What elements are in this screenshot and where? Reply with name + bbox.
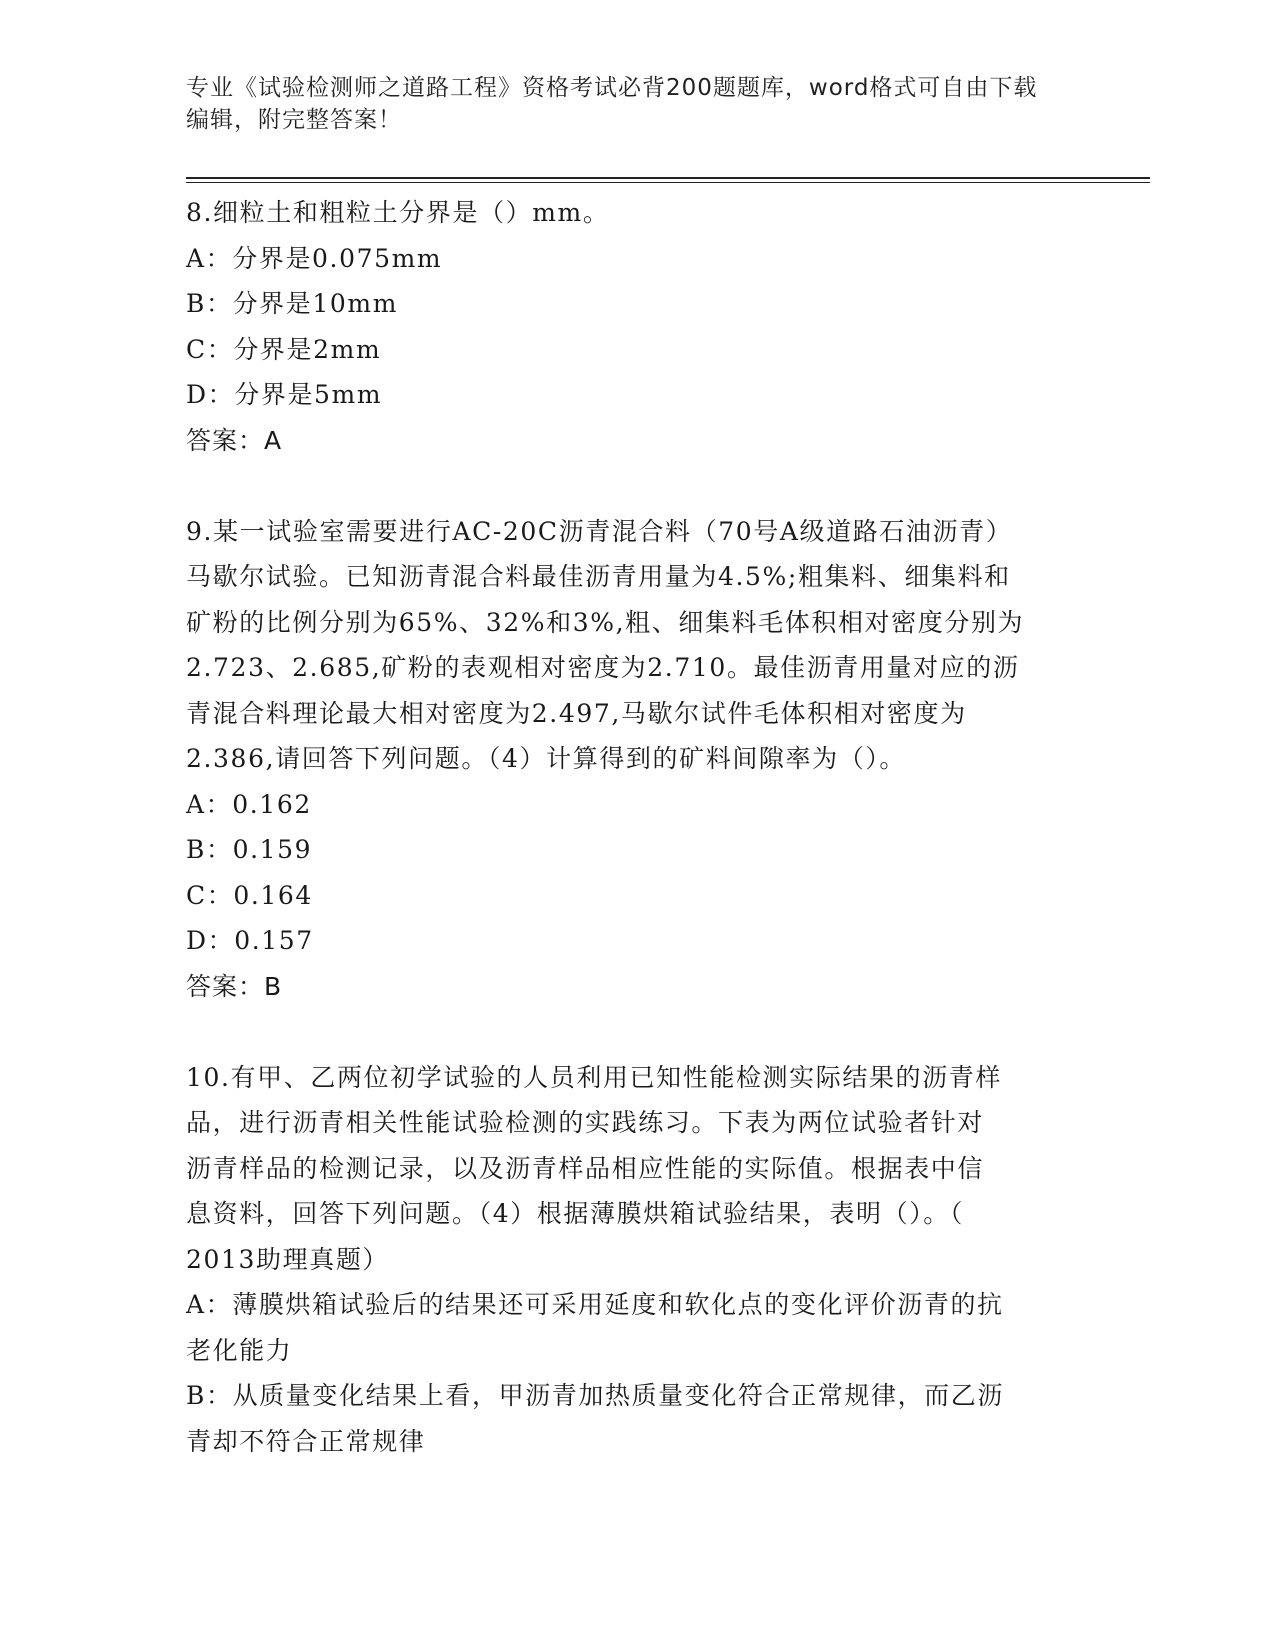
- question-stem-line: 马歇尔试验。已知沥青混合料最佳沥青用量为4.5%;粗集料、细集料和: [186, 562, 1011, 591]
- question-stem-line: 息资料，回答下列问题。（4）根据薄膜烘箱试验结果，表明（）。（: [186, 1199, 965, 1228]
- question-stem-line: 矿粉的比例分别为65%、32%和3%,粗、细集料毛体积相对密度分别为: [186, 607, 1025, 637]
- question-10: [186, 1055, 1086, 1465]
- question-spacer: [186, 1009, 1086, 1055]
- question-stem-line: 沥青样品的检测记录，以及沥青样品相应性能的实际值。根据表中信: [186, 1153, 985, 1183]
- question-stem-line: 8.细粒土和粗粒土分界是（）mm。: [186, 198, 610, 227]
- option-c: C：0.164: [186, 880, 313, 910]
- question-8: [186, 190, 1086, 463]
- header-divider-thick: [186, 177, 1150, 179]
- document-header: [186, 72, 1086, 136]
- option-d: D：0.157: [186, 926, 314, 955]
- header-divider-thin: [186, 182, 1150, 183]
- question-stem-line: 2.386,请回答下列问题。（4）计算得到的矿料间隙率为（）。: [186, 744, 907, 773]
- option-d: D：分界是5mm: [186, 380, 383, 409]
- option-b: B：从质量变化结果上看，甲沥青加热质量变化符合正常规律，而乙沥: [186, 1381, 1004, 1410]
- option-b-continued: 青却不符合正常规律: [186, 1426, 426, 1456]
- option-b: B：分界是10mm: [186, 289, 398, 318]
- option-b: B：0.159: [186, 835, 313, 864]
- question-stem-line: 9.某一试验室需要进行AC-20C沥青混合料（70号A级道路石油沥青）: [186, 516, 1013, 546]
- question-stem-line: 2.723、2.685,矿粉的表观相对密度为2.710。最佳沥青用量对应的沥: [186, 653, 1020, 682]
- option-a: A：薄膜烘箱试验后的结果还可采用延度和软化点的变化评价沥青的抗: [186, 1290, 1004, 1319]
- answer-label: 答案：A: [186, 425, 283, 455]
- option-c: C：分界是2mm: [186, 334, 382, 364]
- header-line-2: 编辑，附完整答案！: [186, 107, 402, 133]
- option-a: A：分界是0.075mm: [186, 243, 443, 273]
- question-list: [186, 190, 1086, 1464]
- option-a: A：0.162: [186, 789, 312, 819]
- option-a-continued: 老化能力: [186, 1335, 293, 1365]
- header-line-1: 专业《试验检测师之道路工程》资格考试必背200题题库，word格式可自由下载: [186, 75, 1038, 101]
- question-stem-line: 2013助理真题）: [186, 1244, 390, 1274]
- answer-label: 答案：B: [186, 971, 283, 1001]
- question-spacer: [186, 463, 1086, 509]
- question-9: [186, 509, 1086, 1010]
- question-stem-line: 青混合料理论最大相对密度为2.497,马歇尔试件毛体积相对密度为: [186, 698, 967, 728]
- question-stem-line: 10.有甲、乙两位初学试验的人员利用已知性能检测实际结果的沥青样: [186, 1062, 1002, 1092]
- question-stem-line: 品，进行沥青相关性能试验检测的实践练习。下表为两位试验者针对: [186, 1108, 985, 1137]
